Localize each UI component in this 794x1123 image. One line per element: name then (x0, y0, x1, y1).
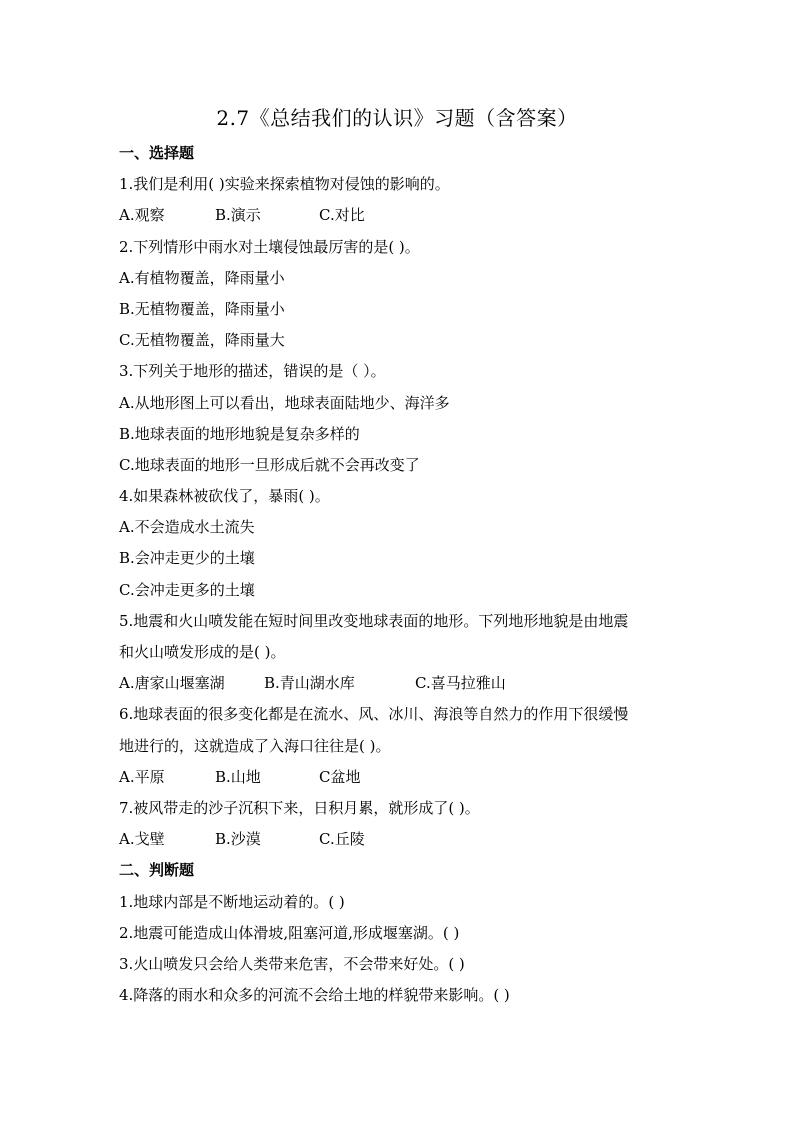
judgment-item-3: 3.火山喷发只会给人类带来危害，不会带来好处。( ) (119, 954, 465, 973)
judgment-item-1: 1.地球内部是不断地运动着的。( ) (119, 892, 345, 911)
question-1-options (119, 200, 679, 231)
question-7-options (119, 824, 679, 855)
section-heading-judgment: 二、判断题 (119, 861, 195, 880)
document-body (119, 138, 679, 1011)
question-5-option-b: B.青山湖水库 (264, 674, 355, 693)
question-2-option-b: B.无植物覆盖，降雨量小 (119, 299, 285, 318)
question-3-option-c: C.地球表面的地形一旦形成后就不会再改变了 (119, 455, 420, 474)
question-3-option-b: B.地球表面的地形地貌是复杂多样的 (119, 424, 360, 443)
question-1-stem: 1.我们是利用( )实验来探索植物对侵蚀的影响的。 (119, 175, 450, 194)
question-1-option-a: A.观察 (119, 206, 165, 225)
question-1-option-b: B.演示 (215, 206, 261, 225)
question-4-option-c: C.会冲走更多的土壤 (119, 580, 255, 599)
question-3-stem: 3.下列关于地形的描述，错误的是（ ）。 (119, 362, 386, 381)
question-2-option-a: A.有植物覆盖，降雨量小 (119, 268, 285, 287)
question-7-option-b: B.沙漠 (215, 830, 261, 849)
question-4-option-b: B.会冲走更少的土壤 (119, 549, 255, 568)
question-7-option-a: A.戈壁 (119, 830, 165, 849)
question-6-option-a: A.平原 (119, 767, 165, 786)
question-4-option-a: A.不会造成水土流失 (119, 518, 255, 537)
question-6-options (119, 762, 679, 793)
section-heading-choice: 一、选择题 (119, 144, 195, 162)
question-5-stem-line-1: 5.地震和火山喷发能在短时间里改变地球表面的地形。下列地形地貌是由地震 (119, 611, 629, 630)
question-5-stem-line-2: 和火山喷发形成的是( )。 (119, 643, 286, 661)
question-6-stem-line-1: 6.地球表面的很多变化都是在流水、风、冰川、海浪等自然力的作用下很缓慢 (119, 705, 629, 724)
question-7-stem: 7.被风带走的沙子沉积下来，日积月累，就形成了( )。 (119, 798, 480, 817)
question-7-option-c: C.丘陵 (319, 830, 365, 849)
question-6-option-c: C盆地 (319, 767, 361, 786)
question-6-option-b: B.山地 (215, 767, 261, 786)
question-5-option-c: C.喜马拉雅山 (415, 674, 506, 693)
question-6-stem-line-2: 地进行的，这就造成了入海口往往是( )。 (119, 736, 391, 755)
question-3-option-a: A.从地形图上可以看出，地球表面陆地少、海洋多 (119, 393, 450, 412)
question-2-stem: 2.下列情形中雨水对土壤侵蚀最厉害的是( )。 (119, 237, 420, 256)
document-title: 2.7《总结我们的认识》习题（含答案） (216, 106, 578, 130)
question-4-stem: 4.如果森林被砍伐了，暴雨( )。 (119, 487, 330, 506)
question-1-option-c: C.对比 (319, 206, 365, 225)
question-5-options (119, 668, 679, 699)
judgment-item-2: 2.地震可能造成山体滑坡,阻塞河道,形成堰塞湖。( ) (119, 923, 460, 942)
judgment-item-4: 4.降落的雨水和众多的河流不会给土地的样貌带来影响。( ) (119, 986, 510, 1005)
question-2-option-c: C.无植物覆盖，降雨量大 (119, 331, 285, 350)
question-5-option-a: A.唐家山堰塞湖 (119, 674, 225, 693)
